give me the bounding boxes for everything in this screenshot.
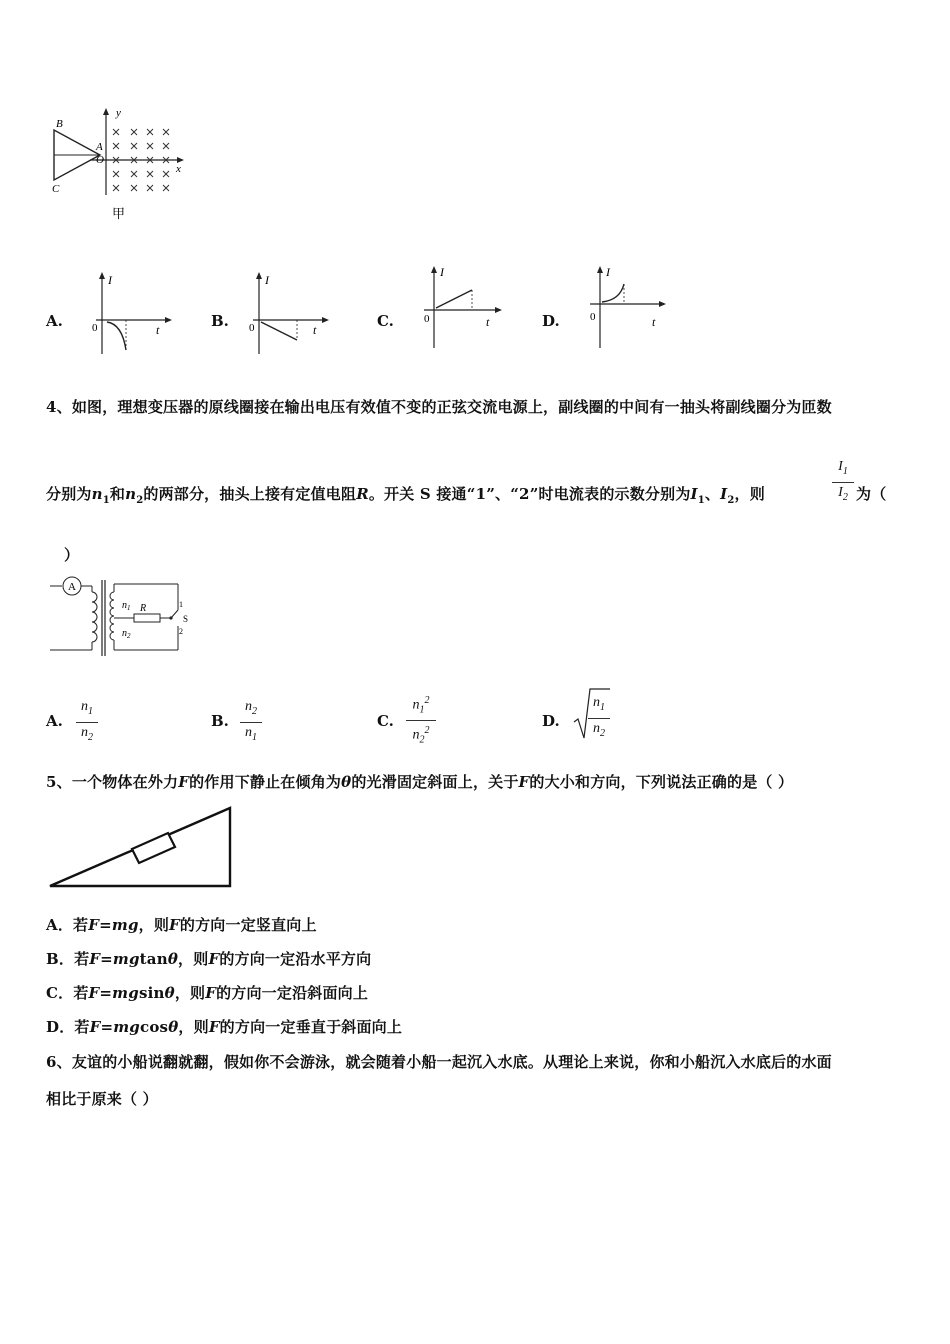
label-b: B — [56, 118, 63, 130]
svg-text:0: 0 — [249, 322, 255, 334]
label-a: A — [96, 141, 103, 153]
svg-text:I: I — [108, 273, 112, 287]
label-o: O — [96, 154, 104, 166]
svg-text:A: A — [68, 581, 76, 593]
q4-option-c-label: C. — [377, 712, 394, 730]
q5-option-d: D．若F=mgcosθ，则F的方向一定垂直于斜面向上 — [46, 1018, 403, 1036]
incline-figure — [46, 804, 236, 890]
q3-graph-c — [414, 262, 504, 352]
svg-text:1: 1 — [179, 600, 183, 609]
q4-line2-tail: 为（ — [856, 485, 887, 503]
svg-text:2: 2 — [179, 627, 183, 636]
svg-text:I: I — [265, 273, 269, 287]
svg-text:0: 0 — [590, 311, 596, 323]
secondary-coil — [110, 592, 114, 640]
switch-s — [171, 610, 178, 618]
q4-line2: 分别为$n_1$和$n_2$的两部分，抽头上接有定值电阻R。开关 S 接通“1”、“2”时电流表的示数分别为$I_1$、$I_2$，则 — [46, 485, 765, 506]
svg-text:t: t — [652, 315, 656, 329]
svg-text:t: t — [486, 315, 490, 329]
q4-option-a-label: A. — [46, 712, 63, 730]
q3-option-c-label: C. — [377, 312, 394, 330]
svg-text:0: 0 — [92, 322, 98, 334]
svg-text:I: I — [440, 265, 444, 279]
svg-text:R: R — [140, 603, 147, 614]
svg-text:I: I — [606, 265, 610, 279]
q3-graph-b — [245, 268, 330, 358]
q4-option-b-label: B. — [211, 712, 229, 730]
svg-text:0: 0 — [424, 313, 430, 325]
q3-graph-a — [88, 268, 173, 358]
transformer-circuit — [46, 574, 196, 658]
q4-fraction-i1-i2: $I_1$ $I_2$ — [832, 458, 854, 507]
q3-option-b-label: B. — [211, 312, 229, 330]
q5-option-a: A．若F=mg，则F的方向一定竖直向上 — [46, 916, 317, 934]
q4-option-d-label: D. — [542, 712, 560, 730]
q4-line3: ） — [64, 546, 80, 564]
svg-text:t: t — [156, 323, 160, 337]
label-x: x — [176, 163, 181, 175]
svg-text:t: t — [313, 323, 317, 337]
figure-jia — [40, 100, 200, 225]
q4-option-d-fraction: $n_1$ $n_2$ — [588, 694, 610, 743]
q3-option-a-label: A. — [46, 312, 63, 330]
svg-text:n2: $n_2$ — [122, 628, 131, 640]
q4-line1: 4、如图，理想变压器的原线圈接在输出电压有效值不变的正弦交流电源上，副线圈的中间有一抽头将副线圈分为匝数 — [46, 398, 832, 416]
q5-stem: 5、一个物体在外力F的作用下静止在倾角为θ的光滑固定斜面上，关于F的大小和方向，下列说法正确的是（ ） — [46, 773, 794, 791]
q4-option-c-fraction: $n_1^2$ $n_2^2$ — [406, 692, 436, 750]
q4-option-a-fraction: $n_1$ $n_2$ — [76, 698, 98, 747]
q5-option-b: B．若F=mgtanθ，则F的方向一定沿水平方向 — [46, 950, 372, 968]
svg-text:S: S — [183, 614, 189, 624]
q5-option-c: C．若F=mgsinθ，则F的方向一定沿斜面向上 — [46, 984, 369, 1002]
q6-line2: 相比于原来（ ） — [46, 1090, 158, 1108]
q6-line1: 6、友谊的小船说翻就翻，假如你不会游泳，就会随着小船一起沉入水底。从理论上来说，你和小船沉入水底后的水面 — [46, 1053, 832, 1071]
primary-coil — [92, 592, 97, 642]
q3-graph-d — [582, 262, 672, 352]
block — [132, 833, 175, 863]
q3-option-d-label: D. — [542, 312, 560, 330]
svg-text:n1: $n_1$ — [122, 600, 131, 612]
label-c: C — [52, 183, 60, 195]
q4-option-b-fraction: $n_2$ $n_1$ — [240, 698, 262, 747]
caption-jia: 甲 — [112, 206, 126, 221]
resistor-r — [134, 614, 160, 622]
label-y: y — [116, 107, 121, 119]
